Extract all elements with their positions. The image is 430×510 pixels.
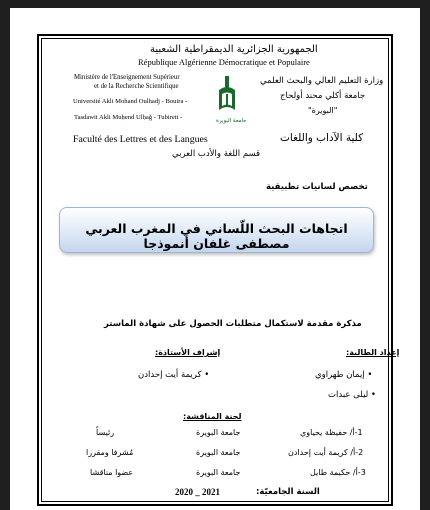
memo-description: مذكرة مقدمة لاستكمال متطلبات الحصول على شهادة الماستر — [104, 319, 362, 329]
faculty-ar: كلية الآداب واللغات — [280, 132, 364, 144]
supervisor-label: إشراف الأستاذة: — [155, 348, 221, 357]
committee-row-1 — [300, 428, 363, 437]
committee-uni-3: جامعة البويرة — [196, 468, 241, 477]
row-number: 3- — [357, 468, 366, 477]
document-page — [10, 8, 420, 510]
academic-year-value: 2020 _ 2021 — [175, 487, 220, 497]
committee-role-2: مُشرفا ومقررا — [86, 448, 134, 457]
logo-caption: جامعة البويرة — [216, 118, 247, 124]
supervisor-name-text: كريمة أيت إحدادن — [138, 370, 202, 380]
row-number: 1- — [354, 428, 363, 437]
faculty-fr: Faculté des Lettres et des Langues — [73, 134, 208, 145]
bullet-icon: • — [367, 370, 373, 380]
university-fr: Université Akli Mohand Oulhadj - Bouira - — [73, 98, 188, 105]
department-ar: قسم اللغة والأدب العربي — [172, 149, 261, 159]
row-number: 2- — [355, 448, 364, 457]
committee-row-2 — [288, 448, 363, 457]
bullet-icon: • — [204, 370, 210, 380]
student-name: ليلى عبدات — [328, 390, 369, 400]
student-name-1 — [315, 370, 372, 380]
ministry-fr-2: et de la Recherche Scientifique — [94, 83, 179, 90]
committee-row-3 — [310, 468, 366, 477]
city-ar: "البويرة" — [308, 106, 338, 115]
student-name-2 — [328, 390, 376, 400]
supervisor-name — [138, 370, 209, 380]
thesis-title-box — [59, 207, 374, 253]
bullet-icon: • — [370, 390, 376, 400]
title-abbrev: أ/ — [349, 428, 355, 437]
title-abbrev: أ/ — [350, 448, 356, 457]
specialty: تخصص لسانيات تطبيقية — [266, 182, 368, 192]
students-label: إعداد الطالبة: — [346, 348, 400, 357]
campus-fr: Tasdawit Akli Muḥend Ulḥağ - Tubirett - — [74, 114, 183, 121]
university-ar: جامعة أكلي محند أولحاج — [280, 91, 366, 101]
committee-role-3: عضوا مناقشا — [90, 468, 134, 477]
ministry-ar: وزارة التعليم العالي والبحث العلمي — [260, 76, 384, 86]
committee-uni-1: جامعة البويرة — [196, 428, 241, 437]
committee-label: لجنة المناقشة: — [183, 412, 242, 421]
member-name: كريمة أيت إحدادن — [288, 448, 348, 457]
thesis-title: اتجاهات البحث اللّساني في المغرب العربي مصطفى غلفان أنموذجا — [85, 221, 348, 251]
committee-role-1: رئيساً — [96, 428, 115, 437]
academic-year-label: السنة الجامعيّة: — [256, 487, 320, 497]
student-name: إيمان طهراوي — [315, 370, 365, 380]
member-name: حفيظة يحياوي — [300, 428, 348, 437]
title-abbrev: أ/ — [352, 468, 358, 477]
republic-fr: République Algérienne Démocratique et Populaire — [138, 57, 310, 67]
ministry-fr-1: Ministère de l'Enseignement Supérieur — [74, 74, 180, 81]
republic-ar: الجمهورية الجزائرية الديمقراطية الشعبية — [150, 44, 318, 55]
member-name: حكيمة طايل — [310, 468, 351, 477]
committee-uni-2: جامعة البويرة — [196, 448, 241, 457]
